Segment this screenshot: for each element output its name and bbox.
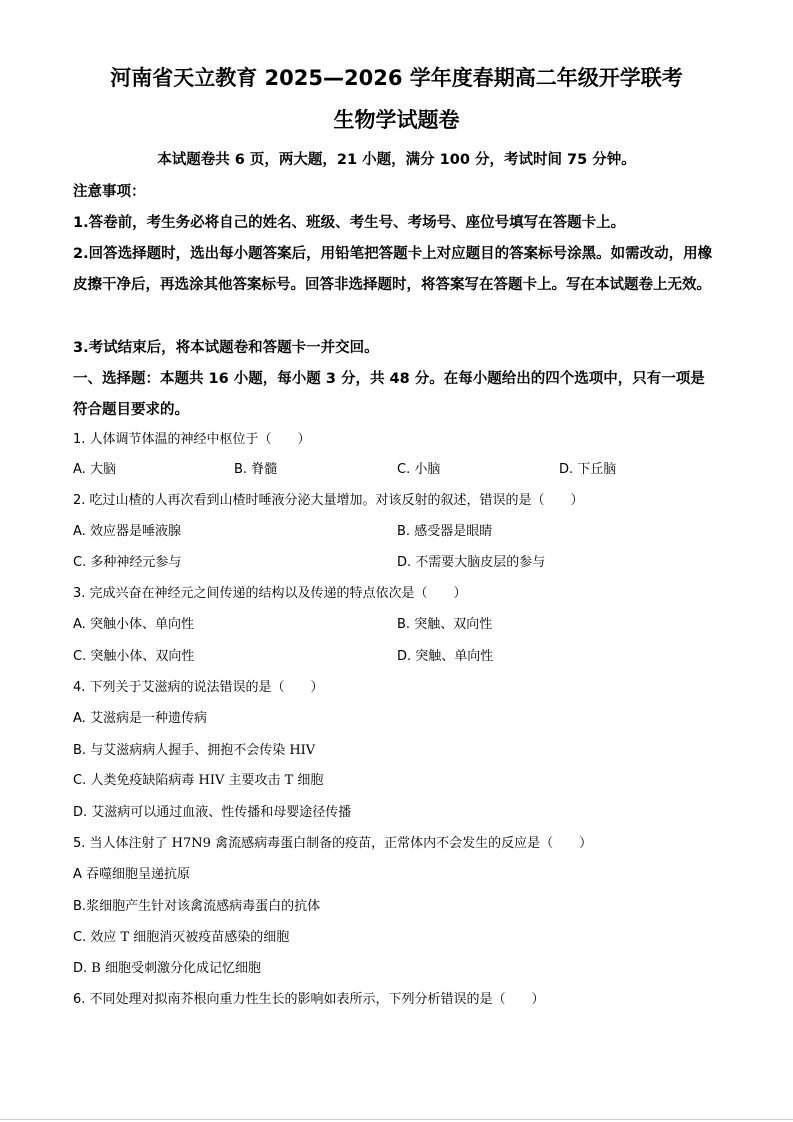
option-text: 突触、双向性 [414, 617, 493, 632]
option-label: C. [73, 649, 87, 664]
option-label: D. [73, 805, 88, 820]
notice-item-1: 1.答卷前，考生务必将自己的姓名、班级、考生号、考场号、座位号填写在答题卡上。 [73, 215, 626, 231]
question-5-option-b [73, 897, 320, 917]
page-bottom-rule [0, 1119, 793, 1120]
option-text: 大脑 [89, 462, 116, 477]
question-number: 1. [73, 432, 86, 447]
question-number: 5. [73, 836, 86, 851]
question-2-stem [73, 491, 584, 511]
question-1-option-b [234, 460, 277, 480]
question-2-option-b [397, 522, 492, 542]
question-5-stem [73, 834, 592, 854]
option-text: 小脑 [414, 462, 441, 477]
exam-title: 河南省天立教育 2025—2026 学年度春期高二年级开学联考 [110, 66, 683, 90]
option-text: 不需要大脑皮层的参与 [415, 555, 546, 570]
question-number: 6. [73, 992, 86, 1007]
question-3-option-c [73, 647, 194, 667]
option-text: 感受器是眼睛 [414, 524, 493, 539]
question-2-option-d [397, 553, 545, 573]
question-1-stem [73, 430, 311, 450]
question-1-option-d [559, 460, 616, 480]
option-label: A. [73, 617, 86, 632]
question-4-option-c [73, 771, 323, 791]
option-label: A [73, 867, 82, 882]
option-label: D. [559, 462, 574, 477]
option-text: 突触、单向性 [415, 649, 494, 664]
option-text: 突触小体、双向性 [90, 649, 195, 664]
question-text: 不同处理对拟南芥根向重力性生长的影响如表所示，下列分析错误的是（ ） [89, 992, 545, 1007]
notice-item-3: 3.考试结束后，将本试题卷和答题卡一并交回。 [73, 340, 379, 356]
question-4-option-b [73, 741, 315, 761]
option-label: C. [397, 462, 411, 477]
question-2-option-c [73, 553, 181, 573]
question-3-option-a [73, 615, 194, 635]
question-1-option-c [397, 460, 440, 480]
option-text: 脊髓 [251, 462, 278, 477]
option-text: 吞噬细胞呈递抗原 [86, 867, 191, 882]
option-label: D. [397, 649, 412, 664]
option-label: B. [397, 524, 411, 539]
option-label: C. [73, 773, 87, 788]
question-3-option-d [397, 647, 493, 667]
exam-subtitle: 生物学试题卷 [333, 108, 460, 132]
option-text: 下丘脑 [577, 462, 617, 477]
question-6-stem [73, 990, 545, 1010]
option-label: A. [73, 711, 86, 726]
question-4-option-d [73, 803, 351, 823]
option-label: B. [397, 617, 411, 632]
option-label: D. [397, 555, 412, 570]
option-text: 多种神经元参与 [90, 555, 182, 570]
question-text: 人体调节体温的神经中枢位于（ ） [89, 432, 311, 447]
section-heading: 一、选择题：本题共 16 小题，每小题 3 分，共 48 分。在每小题给出的四个选项中，只有一项是符合题目要求的。 [73, 371, 705, 418]
option-text: 艾滋病是一种遗传病 [89, 711, 207, 726]
question-text: 当人体注射了 H7N9 禽流感病毒蛋白制备的疫苗，正常体内不会发生的反应是（ ） [89, 836, 593, 851]
option-text: 效应器是唾液腺 [89, 524, 181, 539]
option-text: 艾滋病可以通过血液、性传播和母婴途径传播 [91, 805, 352, 820]
question-5-option-c [73, 928, 289, 948]
question-5-option-a [73, 865, 190, 885]
option-label: A. [73, 462, 86, 477]
question-text: 完成兴奋在神经元之间传递的结构以及传递的特点依次是（ ） [89, 586, 467, 601]
option-text: 浆细胞产生针对该禽流感病毒蛋白的抗体 [86, 899, 321, 914]
question-text: 下列关于艾滋病的说法错误的是（ ） [89, 680, 324, 695]
question-5-option-d [73, 959, 261, 979]
option-text: 突触小体、单向性 [89, 617, 194, 632]
option-text: 与艾滋病病人握手、拥抱不会传染 HIV [90, 743, 316, 758]
question-text: 吃过山楂的人再次看到山楂时唾液分泌大量增加。对该反射的叙述，错误的是（ ） [89, 493, 584, 508]
option-label: C. [73, 555, 87, 570]
option-text: B 细胞受刺激分化成记忆细胞 [91, 961, 261, 976]
notice-item-2: 2.回答选择题时，选出每小题答案后，用铅笔把答题卡上对应题目的答案标号涂黑。如需改动，用橡皮擦干净后，再选涂其他答案标号。回答非选择题时，将答案写在答题卡上。写在本试题卷上无效。 [73, 246, 713, 293]
option-label: C. [73, 930, 87, 945]
question-1-option-a [73, 460, 116, 480]
exam-info: 本试题卷共 6 页，两大题，21 小题，满分 100 分，考试时间 75 分钟。 [157, 152, 636, 168]
question-2-option-a [73, 522, 181, 542]
option-label: B. [73, 899, 87, 914]
option-label: D. [73, 961, 88, 976]
question-3-stem [73, 584, 467, 604]
question-number: 2. [73, 493, 86, 508]
option-text: 效应 T 细胞消灭被疫苗感染的细胞 [90, 930, 290, 945]
question-number: 3. [73, 586, 86, 601]
option-text: 人类免疫缺陷病毒 HIV 主要攻击 T 细胞 [90, 773, 324, 788]
question-3-option-b [397, 615, 492, 635]
option-label: A. [73, 524, 86, 539]
question-number: 4. [73, 680, 86, 695]
notice-heading: 注意事项： [73, 184, 146, 200]
option-label: B. [73, 743, 87, 758]
option-label: B. [234, 462, 248, 477]
question-4-stem [73, 678, 324, 698]
question-4-option-a [73, 709, 207, 729]
